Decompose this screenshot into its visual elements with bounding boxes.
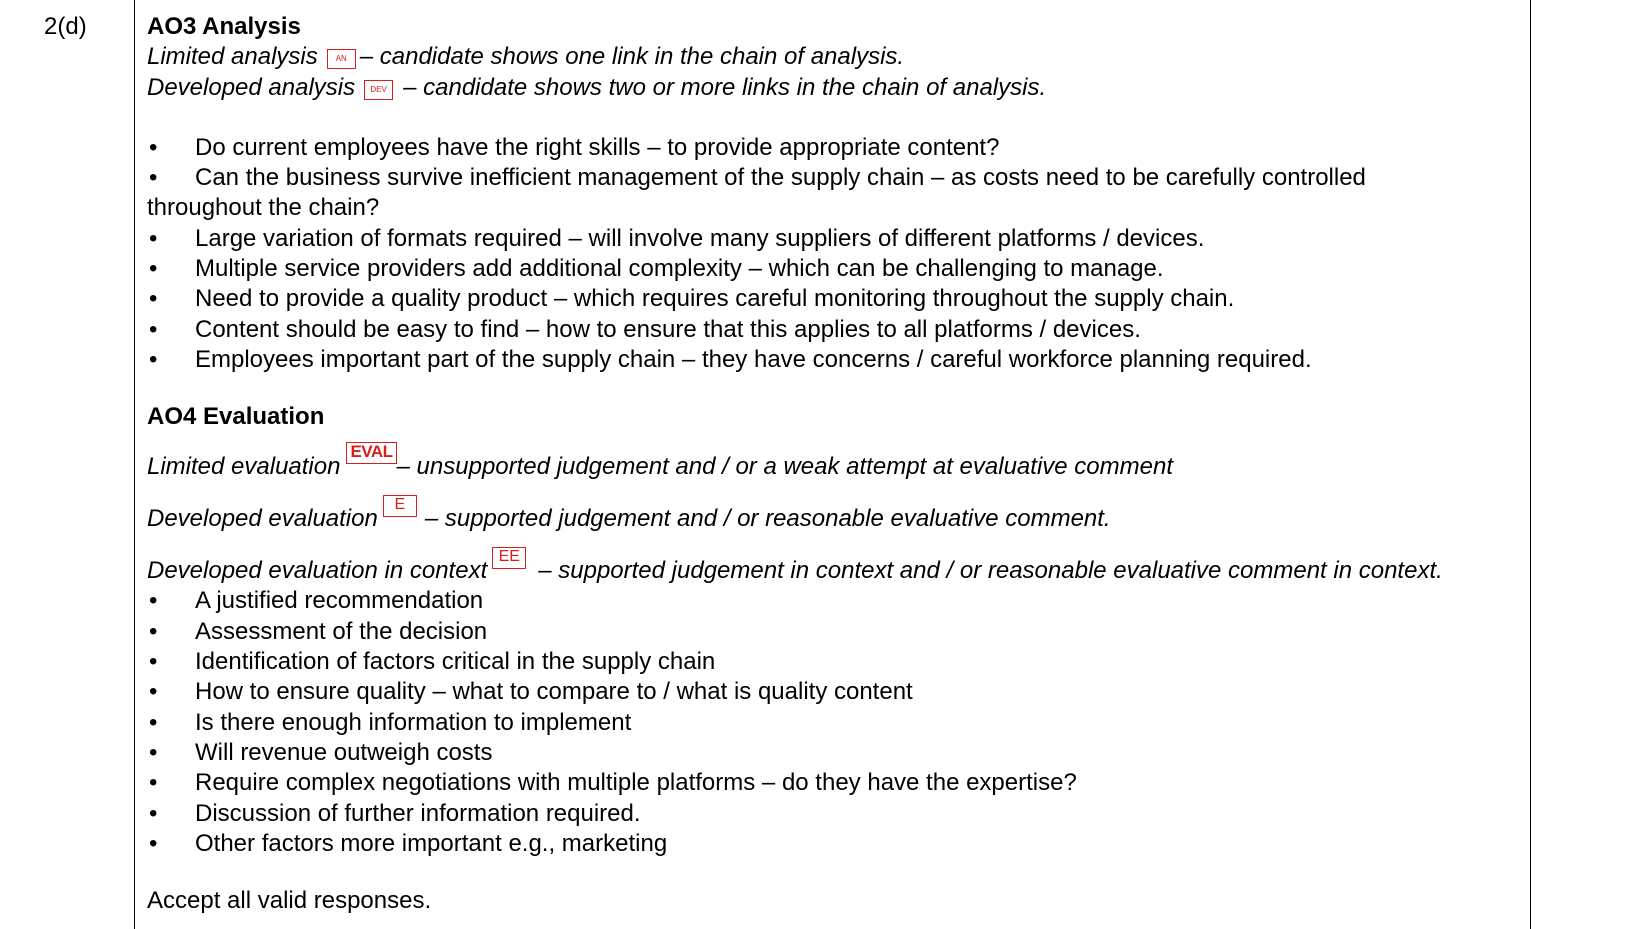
ao4-developed-line [147,495,1527,534]
bullet-icon: • [149,164,158,192]
bullet-icon: • [149,678,158,706]
bullet-icon: • [149,738,158,766]
spacer [147,375,1527,402]
bullet-icon: • [149,769,158,797]
list-item: • Need to provide a quality product – which requires careful monitoring throughout the supply chain. [147,284,1527,314]
list-item: • Is there enough information to implement [147,708,1527,738]
bullet-icon: • [149,224,158,252]
spacer [147,103,1527,133]
table-rule-left [134,0,135,929]
dev-annotation-icon: DEV [364,80,393,100]
mark-scheme-content [147,12,1527,916]
bullet-icon: • [149,315,158,343]
list-item: • Other factors more important e.g., marketing [147,829,1527,859]
ao3-developed-line [147,73,1527,103]
e-annotation-icon: E [383,495,417,517]
list-item: • Do current employees have the right skills – to provide appropriate content? [147,133,1527,163]
list-item: • Assessment of the decision [147,617,1527,647]
bullet-icon: • [149,829,158,857]
ao3-developed-label: Developed analysis [147,73,356,101]
bullet-icon: • [149,285,158,313]
accept-all-note: Accept all valid responses. [147,887,432,915]
bullet-icon: • [149,799,158,827]
list-item: • Employees important part of the supply chain – they have concerns / careful workforce planning required. [147,345,1527,375]
ao4-developed-label: Developed evaluation [147,504,378,532]
list-item: • A justified recommendation [147,586,1527,616]
bullet-icon: • [149,345,158,373]
ao3-developed-description: – candidate shows two or more links in the chain of analysis. [403,73,1047,101]
ao4-limited-label: Limited evaluation [147,452,341,480]
ao4-limited-line [147,441,1527,482]
bullet-icon: • [149,133,158,161]
question-number: 2(d) [44,13,87,40]
list-item: • Can the business survive inefficient management of the supply chain – as costs need to be carefully controlled throughout the chain? [147,164,1366,222]
ao4-bullet-list [147,586,1527,859]
bullet-icon: • [149,708,158,736]
ao3-bullet-list [147,133,1527,375]
ao3-limited-line [147,42,1527,72]
ao4-in-context-label: Developed evaluation in context [147,557,488,585]
ee-annotation-icon: EE [492,547,526,569]
ao4-in-context-line [147,548,1527,586]
list-item: • Large variation of formats required – will involve many suppliers of different platforms / devices. [147,224,1527,254]
list-item: • Identification of factors critical in the supply chain [147,647,1527,677]
list-item: • Require complex negotiations with multiple platforms – do they have the expertise? [147,768,1527,798]
ao4-in-context-description: – supported judgement in context and / or reasonable evaluative comment in context. [538,557,1443,585]
bullet-icon: • [149,587,158,615]
eval-annotation-icon: EVAL [346,442,396,464]
list-item: • Discussion of further information required. [147,799,1527,829]
list-item: • Content should be easy to find – how to ensure that this applies to all platforms / devices. [147,315,1527,345]
bullet-icon: • [149,255,158,283]
ao4-limited-description: – unsupported judgement and / or a weak attempt at evaluative comment [396,452,1173,480]
ao4-heading: AO4 Evaluation [147,403,325,431]
ao3-limited-label: Limited analysis [147,43,318,71]
ao3-heading: AO3 Analysis [147,13,301,40]
ao4-developed-description: – supported judgement and / or reasonable evaluative comment. [424,504,1111,532]
list-item: • Multiple service providers add additional complexity – which can be challenging to manage. [147,254,1527,284]
ao3-limited-description: – candidate shows one link in the chain of analysis. [359,43,905,71]
table-rule-right [1530,0,1531,929]
bullet-icon: • [149,617,158,645]
an-annotation-icon: AN [327,49,356,69]
list-item: • How to ensure quality – what to compare to / what is quality content [147,677,1527,707]
bullet-icon: • [149,648,158,676]
list-item: • Will revenue outweigh costs [147,738,1527,768]
